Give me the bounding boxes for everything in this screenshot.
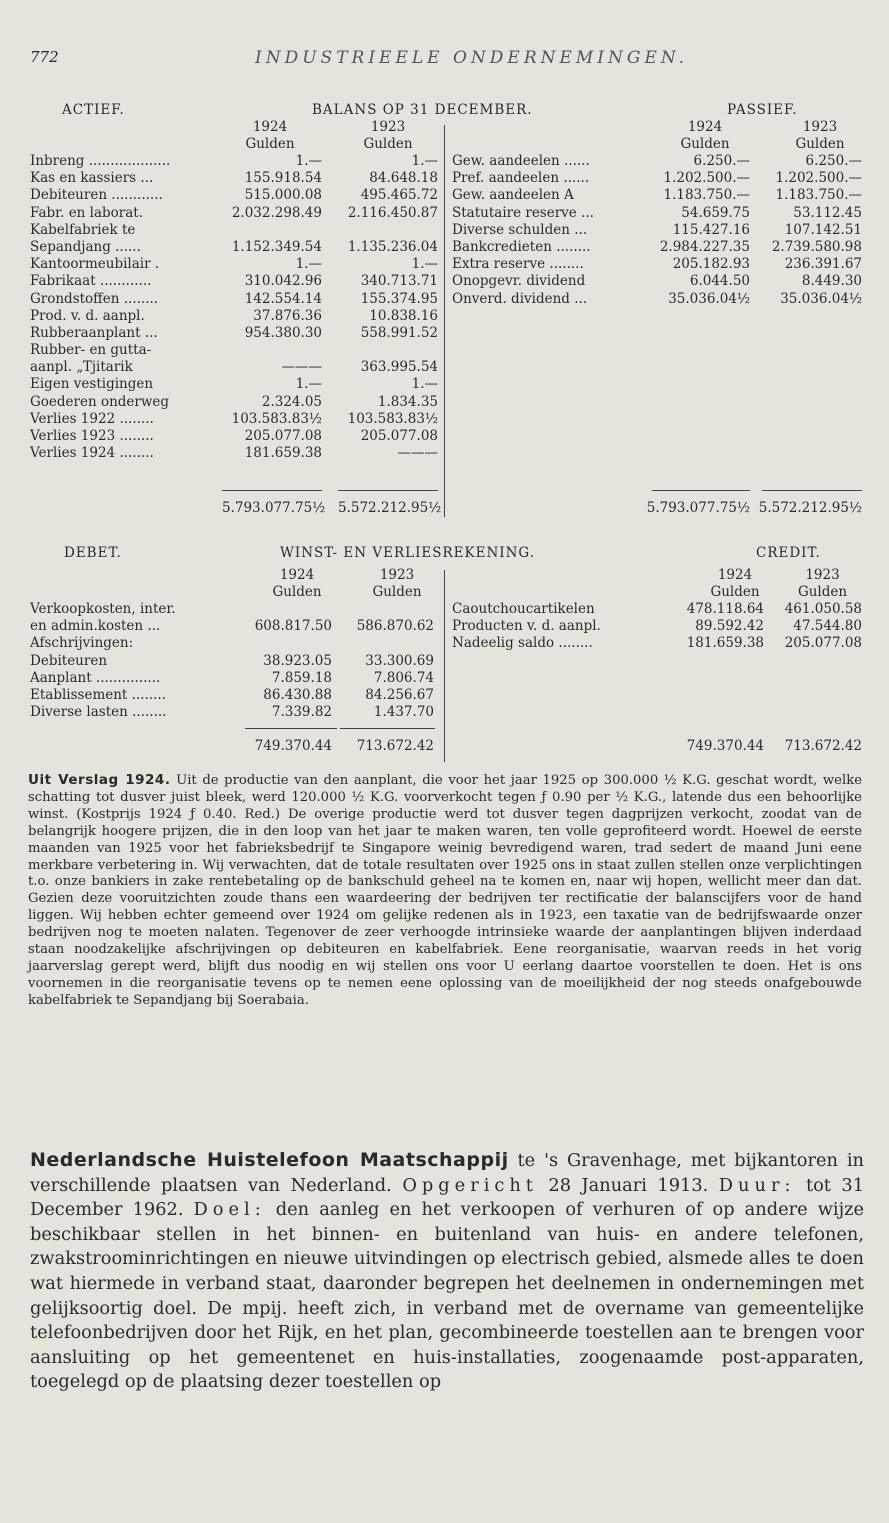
row-label: Verlies 1922 ........: [30, 410, 154, 427]
row-label: Verlies 1924 ........: [30, 445, 154, 462]
row-label: Fabr. en laborat.: [30, 204, 144, 221]
value-1923: 10.838.16: [369, 307, 438, 324]
value-1924: 608.817.50: [254, 618, 332, 635]
row-label: Verkoopkosten, inter.: [30, 601, 176, 617]
value-1924: 2.032.298.49: [231, 204, 322, 221]
value-1924: 181.659.38: [686, 635, 764, 652]
company-name: Nederlandsche Huistelefoon Maatschappij: [30, 1149, 509, 1171]
opgericht-value: 28 Januari 1913.: [548, 1174, 709, 1196]
row-label: Inbreng ...................: [30, 153, 171, 169]
page-header: [30, 48, 870, 72]
unit-label: Gulden: [680, 136, 730, 152]
total-rule: [340, 728, 435, 729]
balance-totals: [0, 500, 889, 517]
value-1924: 1.152.349.54: [231, 238, 322, 255]
unit-label: Gulden: [272, 584, 322, 600]
value-1923: 8.449.30: [801, 273, 862, 290]
row-label: Debiteuren: [30, 652, 108, 669]
row-label: Caoutchoucartikelen: [452, 601, 595, 617]
row-label: Producten v. d. aanpl.: [452, 618, 601, 635]
year-label: 1923: [379, 567, 415, 583]
row-label: en admin.kosten ...: [30, 618, 161, 635]
row-label: Bankcredieten ........: [452, 238, 591, 255]
value-1924: 37.876.36: [253, 307, 322, 324]
row-label: Nadeelig saldo ........: [452, 635, 593, 652]
credit-col-1924: [700, 567, 770, 601]
company-entry: [30, 1148, 864, 1395]
row-label: Pref. aandeelen ......: [452, 170, 590, 187]
row-label: Fabrikaat ............: [30, 273, 152, 290]
row-label: Onopgevr. dividend: [452, 273, 586, 290]
debet-total-1923: 713.672.42: [356, 738, 434, 754]
value-1923: 461.050.58: [784, 601, 862, 617]
credit-col-1923: [785, 567, 860, 601]
annual-report-excerpt: [28, 772, 862, 1010]
value-1923: 1.437.70: [373, 704, 434, 721]
duur-value: tot 31 December 1962.: [30, 1174, 865, 1221]
value-1923: 84.256.67: [365, 686, 434, 703]
unit-label: Gulden: [245, 136, 295, 152]
value-1923: 1.—: [411, 153, 438, 169]
row-label: Gew. aandeelen A: [452, 187, 574, 204]
value-1924: 1.183.750.—: [663, 187, 750, 204]
actief-col-1924: [235, 119, 305, 153]
row-label: Aanplant ...............: [30, 669, 161, 686]
year-label: 1923: [805, 567, 840, 583]
value-1924: 38.923.05: [263, 652, 332, 669]
value-1923: 35.036.04½: [780, 290, 862, 307]
value-1924: 89.592.42: [695, 618, 764, 635]
debet-col-1923: [362, 567, 432, 601]
value-1923: 107.142.51: [784, 221, 862, 238]
total-rule: [338, 490, 438, 491]
value-1923: 1.183.750.—: [775, 187, 862, 204]
row-label: Extra reserve ........: [452, 256, 584, 273]
value-1924: 103.583.83½: [231, 410, 322, 427]
value-1924: 6.044.50: [689, 273, 750, 290]
value-1923: 103.583.83½: [347, 410, 438, 427]
row-label: Verlies 1923 ........: [30, 428, 154, 444]
value-1924: 86.430.88: [263, 686, 332, 703]
credit-total-1923: 713.672.42: [784, 738, 862, 754]
unit-label: Gulden: [710, 584, 760, 600]
value-1924: 205.182.93: [672, 256, 750, 273]
debet-label: DEBET.: [64, 545, 122, 561]
value-1923: 155.374.95: [360, 290, 438, 307]
value-1924: 181.659.38: [244, 445, 322, 462]
value-1923: 205.077.08: [360, 428, 438, 444]
passief-col-1923: [780, 119, 860, 153]
value-1923: 1.—: [411, 256, 438, 273]
value-1923: 1.834.35: [377, 393, 438, 410]
unit-label: Gulden: [795, 136, 845, 152]
value-1924: 7.859.18: [271, 669, 332, 686]
year-label: 1924: [717, 567, 753, 583]
total-rule: [245, 728, 337, 729]
row-label: Statutaire reserve ...: [452, 204, 594, 221]
total-rule: [762, 490, 862, 491]
value-1923: 363.995.54: [360, 359, 438, 376]
row-label: Kabelfabriek te: [30, 221, 136, 238]
value-1924: 35.036.04½: [668, 290, 750, 307]
credit-total-1924: 749.370.44: [686, 738, 764, 754]
row-label: Sepandjang ......: [30, 238, 141, 255]
row-label: Afschrijvingen:: [30, 635, 134, 652]
value-1923: 33.300.69: [365, 652, 434, 669]
value-1924: 515.000.08: [244, 187, 322, 204]
row-label: Debiteuren ............: [30, 187, 163, 204]
value-1924: 155.918.54: [244, 170, 322, 187]
pl-title: WINST- EN VERLIESREKENING.: [280, 545, 536, 561]
value-1924: 2.984.227.35: [659, 238, 750, 255]
report-heading: Uit Verslag 1924.: [28, 772, 171, 788]
year-label: 1923: [370, 119, 406, 135]
value-1923: 1.—: [411, 376, 438, 393]
column-divider: [444, 125, 445, 517]
value-1923: ———: [397, 445, 438, 462]
value-1924: 2.324.05: [261, 393, 322, 410]
value-1923: 236.391.67: [784, 256, 862, 273]
value-1923: 340.713.71: [360, 273, 438, 290]
value-1924: 1.—: [295, 256, 322, 273]
row-label: Prod. v. d. aanpl.: [30, 307, 145, 324]
column-divider: [444, 570, 445, 762]
value-1924: 7.339.82: [271, 704, 332, 721]
passief-total-1924: 5.793.077.75½: [646, 500, 750, 516]
report-text: Uit de productie van den aanplant, die voor het jaar 1925 op 300.000 ½ K.G. geschat wordt, welke schatting tot dusver juist bleek, werd 120.000 ½ K.G. voorverkocht tegen ƒ 0.90 per ½ K.G., latende dus een behoorlijke winst. (Kostprijs 1924 ƒ 0.40. Red.) De overige productie werd tot dusver tegen dagprijzen verkocht, zoodat van de belangrijk hoogere prijzen, die in den loop van het jaar te maken waren, ten volle geprofiteerd wordt. Hoewel de eerste maanden van 1925 voor het fabrieksbedrijf te Singapore weinig bevredigend waren, trad sedert de maand Juni eene merkbare verbetering in. Wij verwachten, dat de totale resultaten over 1925 ons in staat zullen stellen onze verplichtingen t.o. onze bankiers in zake rentebetaling op de bankschuld geheel na te komen en, naar wij hopen, wellicht meer dan dat. Gezien deze vooruitzichten zoude thans een waardeering der bedrijven ter rectificatie der balanscijfers voor de hand liggen. Wij hebben echter gemeend over 1924 om gelijke redenen als in 1923, een taxatie van de bedrijfswaarde onzer bedrijven nog te moeten nalaten. Tegenover de zeer verhoogde intrinsieke waarde der aanplantingen blijven inderdaad staan noodzakelijke afschrijvingen op debiteuren en kabelfabriek. Eene reorganisatie, waarvan reeds in het vorig jaarverslag gerept werd, blijft dus noodig en wij stellen ons voor U eerlang daartoe voorstellen te doen. Het is ons voornemen in die reorganisatie tevens op te nemen eene oplossing van de moeilijkheid der nog steeds onafgebouwde kabelfabriek te Sepandjang bij Soerabaia.: [28, 773, 862, 1008]
row-label: Kantoormeubilair .: [30, 256, 160, 273]
row-label: aanpl. „Tjitarik: [30, 359, 133, 376]
passief-total-1923: 5.572.212.95½: [758, 500, 862, 516]
row-label: Rubber- en gutta-: [30, 342, 152, 359]
value-1924: 1.202.500.—: [663, 170, 750, 187]
value-1924: 115.427.16: [672, 221, 750, 238]
doel-label: Doel:: [193, 1199, 266, 1221]
row-label: Rubberaanplant ...: [30, 324, 158, 341]
value-1923: 7.806.74: [373, 669, 434, 686]
duur-label: Duur:: [718, 1174, 796, 1196]
row-label: Etablissement ........: [30, 686, 166, 703]
actief-label: ACTIEF.: [62, 102, 125, 118]
value-1924: 954.380.30: [244, 324, 322, 341]
year-label: 1924: [279, 567, 315, 583]
value-1924: 205.077.08: [244, 428, 322, 444]
value-1924: 478.118.64: [686, 601, 764, 617]
value-1924: ———: [281, 359, 322, 376]
value-1924: 1.—: [295, 153, 322, 169]
year-label: 1924: [687, 119, 723, 135]
debet-col-1924: [262, 567, 332, 601]
row-label: Grondstoffen ........: [30, 290, 159, 307]
running-title: INDUSTRIEELE ONDERNEMINGEN.: [255, 48, 689, 68]
value-1923: 53.112.45: [793, 204, 862, 221]
value-1924: 6.250.—: [693, 153, 750, 169]
value-1923: 558.991.52: [360, 324, 438, 341]
unit-label: Gulden: [372, 584, 422, 600]
total-rule: [652, 490, 750, 491]
balance-title: BALANS OP 31 DECEMBER.: [312, 102, 533, 118]
actief-total-1923: 5.572.212.95½: [338, 500, 442, 516]
value-1924: 54.659.75: [681, 204, 750, 221]
unit-label: Gulden: [363, 136, 413, 152]
value-1923: 84.648.18: [369, 170, 438, 187]
row-label: Eigen vestigingen: [30, 376, 154, 393]
page-number: 772: [30, 48, 59, 66]
value-1923: 586.870.62: [356, 618, 434, 635]
year-label: 1923: [802, 119, 838, 135]
row-label: Gew. aandeelen ......: [452, 153, 590, 169]
value-1923: 205.077.08: [784, 635, 862, 652]
actief-col-1923: [353, 119, 423, 153]
value-1924: 142.554.14: [244, 290, 322, 307]
row-label: Diverse lasten ........: [30, 704, 167, 721]
value-1923: 1.202.500.—: [775, 170, 862, 187]
value-1923: 47.544.80: [793, 618, 862, 635]
value-1923: 2.739.580.98: [771, 238, 862, 255]
company-intro: te 's Gravenhage, met bijkantoren in verschillende plaatsen van Nederland.: [30, 1150, 864, 1196]
row-label: Kas en kassiers ...: [30, 170, 154, 187]
row-label: Onverd. dividend ...: [452, 290, 588, 307]
row-label: Diverse schulden ...: [452, 221, 588, 238]
unit-label: Gulden: [797, 584, 848, 600]
passief-label: PASSIEF.: [727, 102, 798, 118]
pl-totals: [0, 738, 889, 755]
row-label: Goederen onderweg: [30, 393, 170, 410]
year-label: 1924: [252, 119, 288, 135]
value-1923: 495.465.72: [360, 187, 438, 204]
total-rule: [222, 490, 322, 491]
value-1923: 1.135.236.04: [347, 238, 438, 255]
value-1923: 2.116.450.87: [347, 204, 438, 221]
passief-col-1924: [670, 119, 740, 153]
actief-total-1924: 5.793.077.75½: [222, 500, 326, 516]
opgericht-label: Opgericht: [402, 1174, 538, 1196]
credit-label: CREDIT.: [756, 545, 821, 561]
doel-value: den aanleg en het verkoopen of verhuren of op andere wijze beschikbaar stellen in het binnen- en buitenland van huis- en andere telefonen, zwakstroominrichtingen en nieuwe uitvindingen op electrisch gebied, alsmede alles te doen wat hiermede in verband staat, daaronder begrepen het deelnemen in ondernemingen met gelijksoortig doel. De mpij. heeft zich, in verband met de overname van gemeentelijke telefoonbedrijven door het Rijk, en het plan, gecombineerde toestellen aan te brengen voor aansluiting op het gemeentenet en huis-installaties, zoogenaamde post-apparaten, toegelegd op de plaatsing dezer toestellen op: [30, 1199, 865, 1393]
value-1924: 1.—: [295, 376, 322, 393]
value-1924: 310.042.96: [244, 273, 322, 290]
value-1923: 6.250.—: [805, 153, 862, 169]
debet-total-1924: 749.370.44: [254, 738, 332, 754]
